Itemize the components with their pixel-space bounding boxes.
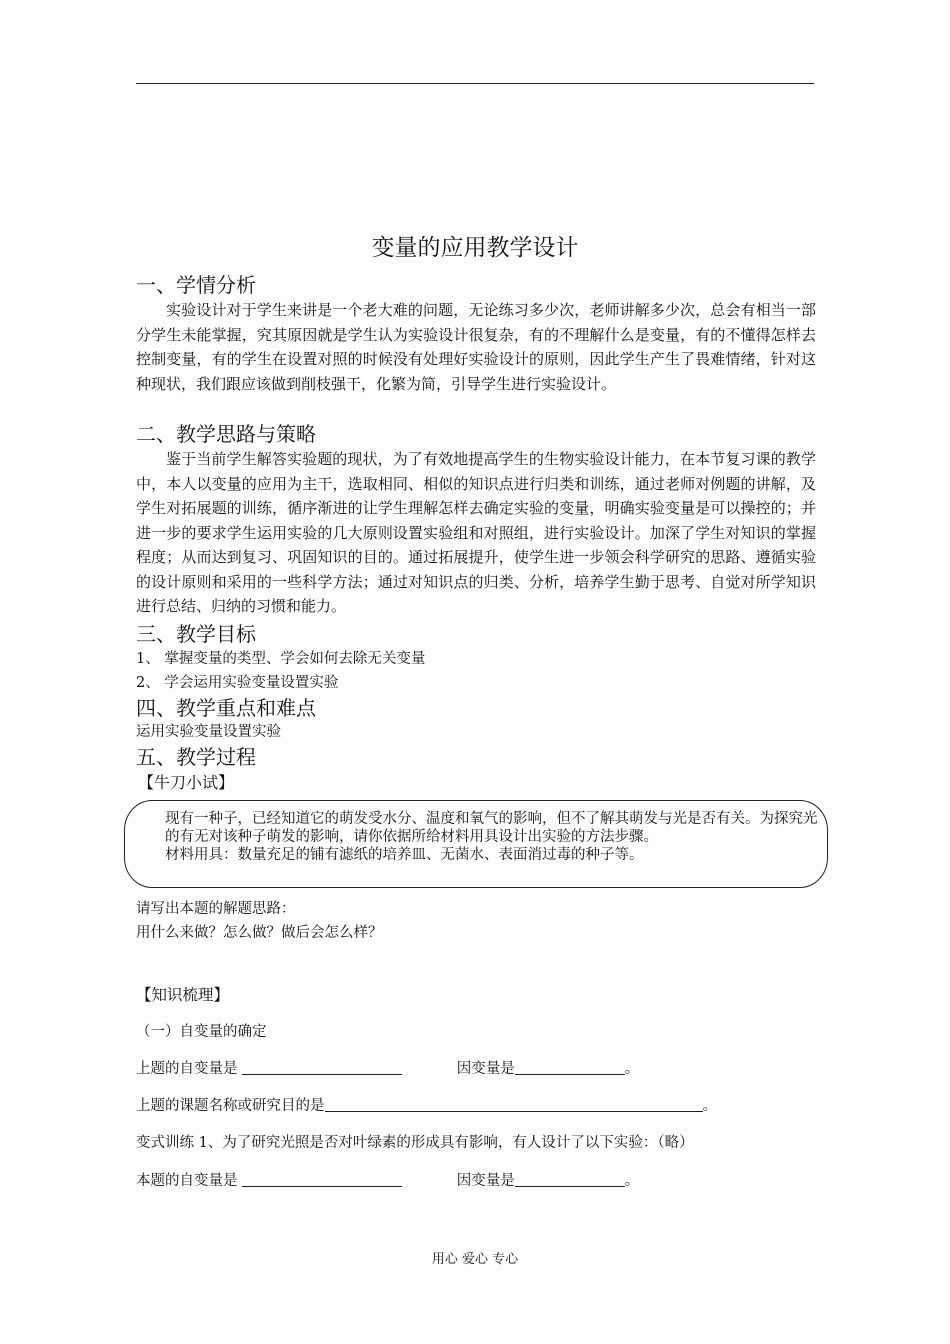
variant-training: 变式训练 1、为了研究光照是否对叶绿素的形成具有影响，有人设计了以下实验：（略） [136, 1135, 694, 1151]
question-label: 上题的自变量是 [136, 1061, 238, 1077]
section4-body: 运用实验变量设置实验 [136, 724, 281, 740]
prompt-line: 用什么来做？怎么做？做后会怎么样？ [136, 925, 383, 941]
section4-heading: 四、教学重点和难点 [136, 696, 316, 720]
answer-blank[interactable] [325, 1095, 703, 1112]
question-row [136, 1094, 816, 1119]
problem-text [165, 810, 895, 864]
problem-line: 的有无对该种子萌发的影响，请你依据所给材料用具设计出实验的方法步骤。 [165, 829, 658, 845]
subsection-title: （一）自变量的确定 [136, 1024, 267, 1040]
punctuation: 。 [702, 1098, 717, 1114]
section5-heading: 五、教学过程 [136, 745, 256, 769]
trial-label: 【牛刀小试】 [138, 773, 235, 792]
punctuation: 。 [624, 1173, 640, 1189]
question-label: 本题的自变量是 [136, 1173, 238, 1189]
answer-blank[interactable] [515, 1058, 625, 1075]
section2-heading: 二、教学思路与策略 [136, 422, 316, 446]
section1-heading: 一、学情分析 [136, 273, 256, 297]
prompt-line: 请写出本题的解题思路： [136, 901, 296, 917]
section2-body: 鉴于当前学生解答实验题的现状，为了有效地提高学生的生物实验设计能力，在本节复习课的教学中，本人以变量的应用为主干，选取相同、相似的知识点进行归类和训练，通过老师对例题的讲解，及学生对拓展题的训练，循序渐进的让学生理解怎样去确定实验的变量，明确实验变量是可以操控的；并进一步的要求学生运用实验的几大原则设置实验组和对照组，进行实验设计。加深了学生对知识的掌握程度；从而达到复习、巩固知识的目的。通过拓展提升，使学生进一步领会科学研究的思路、遵循实验的设计原则和采用的一些科学方法；通过对知识点的归类、分析，培养学生勤于思考、自觉对所学知识进行总结、归纳的习惯和能力。 [136, 450, 816, 615]
section3-heading: 三、教学目标 [136, 622, 256, 646]
question-label: 上题的课题名称或研究目的是 [136, 1098, 325, 1114]
question-row [136, 1169, 816, 1194]
objective-item: 1、 掌握变量的类型、学会如何去除无关变量 [136, 651, 426, 667]
section1-body: 实验设计对于学生来讲是一个老大难的问题，无论练习多少次，老师讲解多少次，总会有相当一部分学生未能掌握，究其原因就是学生认为实验设计很复杂，有的不理解什么是变量，有的不懂得怎样去控制变量，有的学生在设置对照的时候没有处理好实验设计的原则，因此学生产生了畏难情绪，针对这种现状，我们跟应该做到削枝强干，化繁为简，引导学生进行实验设计。 [136, 301, 816, 393]
question-label: 因变量是 [456, 1173, 515, 1189]
problem-line: 现有一种子，已经知道它的萌发受水分、温度和氧气的影响，但不了解其萌发与光是否有关。为探究光 [165, 811, 818, 827]
punctuation: 。 [624, 1061, 640, 1077]
answer-blank[interactable] [515, 1170, 625, 1187]
question-label: 因变量是 [456, 1061, 515, 1077]
objective-item: 2、 学会运用实验变量设置实验 [136, 675, 339, 691]
answer-blank[interactable] [242, 1058, 402, 1075]
problem-line: 材料用具：数量充足的铺有滤纸的培养皿、无菌水、表面消过毒的种子等。 [165, 847, 644, 863]
document-title: 变量的应用教学设计 [371, 235, 579, 261]
answer-blank[interactable] [242, 1170, 402, 1187]
header-rule [136, 83, 814, 84]
page-footer: 用心 爱心 专心 [431, 1252, 519, 1267]
knowledge-label: 【知识梳理】 [136, 986, 230, 1004]
question-row [136, 1057, 816, 1082]
